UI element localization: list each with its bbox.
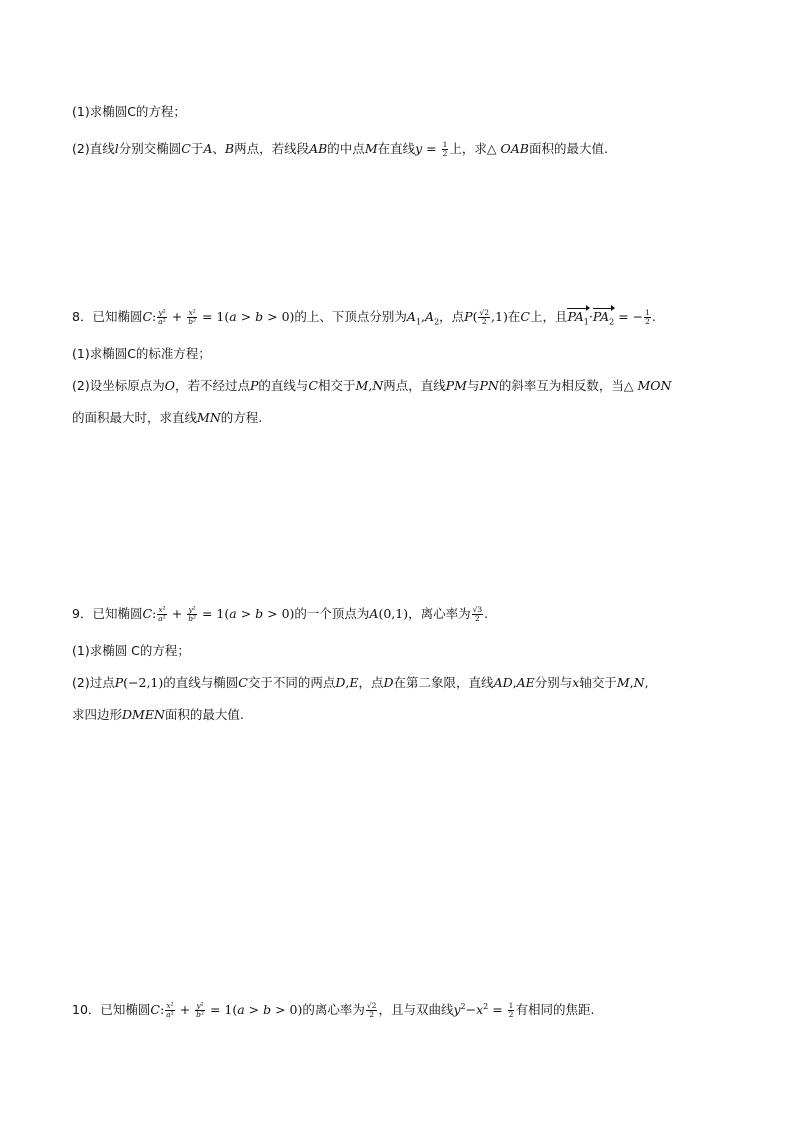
p8-stem-text-c: ，点 <box>439 309 465 324</box>
p7-part2-text-i: 面积的最大值. <box>528 141 608 156</box>
p8-part2-text-f: 与 <box>466 378 480 393</box>
p10-number: 10． <box>72 1002 101 1018</box>
p9-part2-text-g: 轴交于 <box>579 675 617 690</box>
p8-part2-text-c: 的直线与 <box>258 378 309 393</box>
p9-part2-text-f: 分别与 <box>534 675 573 690</box>
p8-number: 8． <box>72 309 93 324</box>
p8-stem-text-b: 的上、下顶点分别为 <box>294 309 407 324</box>
p7-part2-text-f: 的中点 <box>327 141 365 156</box>
p8-stem-text-d: 在 <box>507 309 521 324</box>
p9-part2-line1: (2)过点P(−2,1)的直线与椭圆C交于不同的两点D,E，点D在第二象限，直线AD,AE分别与x轴交于M,N, <box>72 675 649 690</box>
p9-stem-text-a: 已知椭圆 <box>92 606 143 621</box>
p9-part2-text-i: 面积的最大值. <box>164 707 244 722</box>
p10-stem-text-b: 的离心率为 <box>302 1002 365 1018</box>
p7-part1: (1)求椭圆C的方程； <box>72 104 186 119</box>
p8-stem-text-a: 已知椭圆 <box>92 309 143 324</box>
p9-stem-text-b: 的一个顶点为 <box>294 606 370 621</box>
p10-stem-text-c: ，且与双曲线 <box>378 1002 454 1018</box>
p10-stem: 10．已知椭圆C: $\frac{\text{x²}}{\text{a²}}$ + $\frac{\text{y²}}{\text{b²}}$ = 1(a > b > 0)的离心率为 $\frac{√2}{2}$ ，且与双曲线$y^2-x^2$ = $\frac{1}{2}$ 有相同的焦距. <box>72 1001 595 1020</box>
p9-part2-text-b: 的直线与椭圆 <box>163 675 239 690</box>
p8-part2-text-h: 的面积最大时，求直线 <box>72 410 198 425</box>
p7-part2: (2)直线l分别交椭圆C于A、B两点，若线段AB的中点M在直线y = $\frac{1}{2}$ 上，求△ OAB面积的最大值. <box>72 140 608 158</box>
p7-part2-text-h: 上，求 <box>449 141 487 156</box>
p8-part1: (1)求椭圆C的标准方程； <box>72 346 211 361</box>
p8-part2-text-d: 相交于 <box>318 378 356 393</box>
p7-part2-text-e: 两点，若线段 <box>234 141 310 156</box>
p7-part2-text-c: 于 <box>190 141 204 156</box>
p8-part2-text-b: ，若不经过点 <box>174 378 250 393</box>
p9-part2-text-c: 交于不同的两点 <box>247 675 336 690</box>
p8-part2-text-i: 的方程. <box>220 410 263 425</box>
p8-part2-text-e: 两点，直线 <box>383 378 446 393</box>
p9-stem-text-d: . <box>484 606 489 621</box>
p9-stem-text-c: ，离心率为 <box>408 606 471 621</box>
p7-part2-text-d: 、 <box>212 141 225 156</box>
p8-stem: 8．已知椭圆C: $\frac{\text{y²}}{\text{a²}}$ + $\frac{\text{x²}}{\text{b²}}$ = 1(a > b > 0)的上、下顶点分别为$A_1,A_2$，点P( $\frac{√2}{2}$ ,1)在C上，且$PA_1\cdot PA_2$ = − $\frac{1}{2}$ . <box>72 307 656 333</box>
p9-part2-text-h: 求四边形 <box>72 707 123 722</box>
p10-stem-text-a: 已知椭圆 <box>100 1002 151 1018</box>
p10-stem-text-d: 有相同的焦距. <box>515 1002 595 1018</box>
p8-part2-text-g: 的斜率互为相反数，当 <box>498 378 624 393</box>
p8-stem-text-e: 上，且 <box>529 309 568 324</box>
p9-number: 9． <box>72 606 93 621</box>
p9-part2-text-a: (2)过点 <box>72 675 115 690</box>
p9-part1: (1)求椭圆 C的方程； <box>72 643 190 658</box>
p9-part2-line2: 求四边形DMEN面积的最大值. <box>72 707 244 722</box>
p9-part2-text-e: 在第二象限，直线 <box>393 675 494 690</box>
p7-part2-text-g: 在直线 <box>377 141 416 156</box>
p8-part2-line1: (2)设坐标原点为O，若不经过点P的直线与C相交于M,N两点，直线PM与PN的斜率互为相反数，当△ MON <box>72 378 672 393</box>
p8-part2-text-a: (2)设坐标原点为 <box>72 378 165 393</box>
p7-part2-text-b: 分别交椭圆 <box>118 141 182 156</box>
p9-stem: 9．已知椭圆C: $\frac{\text{x²}}{\text{a²}}$ + $\frac{\text{y²}}{\text{b²}}$ = 1(a > b > 0)的一个顶点为A(0,1)，离心率为 $\frac{√3}{2}$ . <box>72 605 489 623</box>
p7-part2-text-a: (2)直线 <box>72 141 115 156</box>
p9-part2-text-d: ，点 <box>358 675 384 690</box>
p8-part2-line2: 的面积最大时，求直线MN的方程. <box>72 410 263 425</box>
